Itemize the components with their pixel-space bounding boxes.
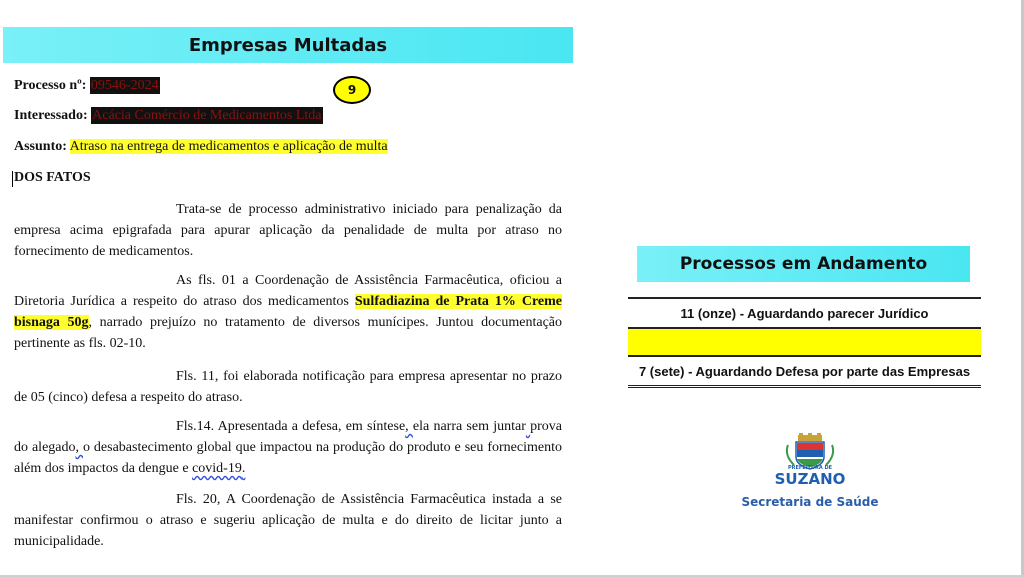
logo-city-name: SUZANO [774, 470, 846, 488]
paragraph-2-end: , narrado prejuízo no tratamento de diversos munícipes. Juntou documentação pertinente as fls. 02-10. [14, 315, 562, 351]
interessado-value: Acácia Comércio de Medicamentos Ltda [92, 108, 322, 123]
text-cursor [12, 171, 13, 187]
panel-title: Processos em Andamento [679, 254, 928, 274]
process-number-label: Processo nº: [14, 78, 87, 93]
p4-spell-mark-1: , [405, 419, 413, 434]
p4-part-a: Fls.14. Apresentada a defesa, em síntese [176, 419, 406, 434]
paragraph-5: Fls. 20, A Coordenação de Assistência Farmacêutica instada a se manifestar confirmou o atraso e sugeriu aplicação de multa e do direito de licitar junto a municipalidade. [14, 492, 562, 549]
p4-spell-mark-5: . [241, 461, 246, 476]
status-row-defense: 7 (sete) - Aguardando Defesa por parte das Empresas [628, 355, 981, 388]
page-title: Empresas Multadas [188, 34, 388, 56]
p4-spell-mark-4: covid-19 [192, 461, 242, 476]
paragraph-4 [14, 416, 562, 479]
page-number-badge [333, 76, 371, 104]
logo-secretaria: Secretaria de Saúde [741, 495, 879, 509]
status-row-legal: 11 (onze) - Aguardando parecer Jurídico [628, 297, 981, 327]
p4-part-g: o desabastecimento global que impactou na produção do produto e seu fornecimento além dos impactos da dengue e [14, 440, 562, 476]
p4-part-e: prova do alegado [14, 419, 562, 455]
process-number-value: 09546-2024 [90, 78, 159, 93]
status-row-highlight [628, 327, 981, 355]
assunto-field [14, 139, 388, 155]
process-number-field [14, 78, 160, 94]
p4-spell-mark-3: , [75, 440, 83, 455]
paragraph-1: Trata-se de processo administrativo iniciado para penalização da empresa acima epigrafada para apurar aplicação da penalidade de multa por atraso no fornecimento de medicamentos. [14, 202, 562, 259]
paragraph-2-start: As fls. 01 a Coordenação de Assistência Farmacêutica, oficiou a Diretoria Jurídica a respeito do atraso dos medicamentos [14, 273, 562, 309]
interessado-label: Interessado: [14, 108, 88, 123]
panel-title-banner [637, 246, 970, 282]
medication-highlight: Sulfadiazina de Prata 1% Creme bisnaga 50g [14, 294, 563, 330]
logo-prefeitura-text: PREFEITURA DE [787, 465, 833, 471]
section-heading: DOS FATOS [14, 170, 91, 185]
page-title-banner [3, 27, 573, 63]
assunto-label: Assunto: [14, 139, 67, 154]
badge-number: 9 [347, 83, 357, 97]
interessado-field [14, 108, 323, 124]
assunto-value: Atraso na entrega de medicamentos e aplicação de multa [69, 139, 388, 154]
paragraph-3: Fls. 11, foi elaborada notificação para empresa apresentar no prazo de 05 (cinco) defesa a respeito do atraso. [14, 369, 562, 405]
p4-part-c: ela narra sem juntar [412, 419, 526, 434]
process-status-table [628, 297, 981, 388]
paragraph-2 [14, 270, 562, 354]
